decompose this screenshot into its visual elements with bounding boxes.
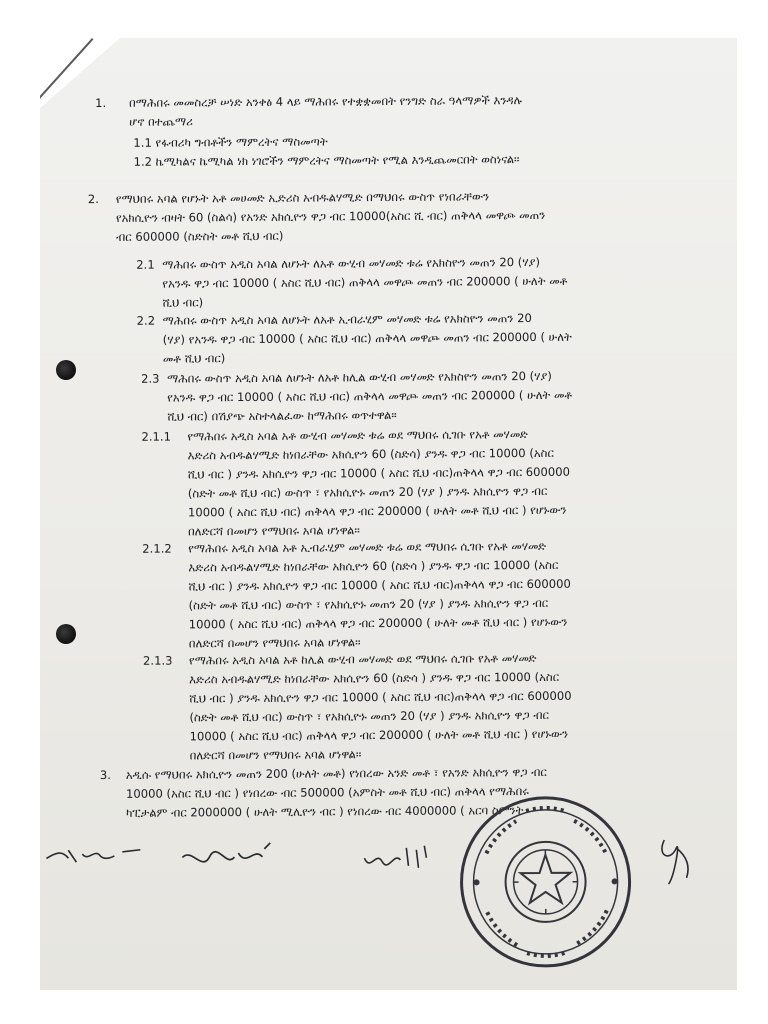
text-line: መቶ ሺህ ብር)	[162, 351, 226, 366]
text-line: ሺህ ብር ) ያንዱ አክሲዮን ዋጋ ብር 10000 ( አስር ሺህ ብር)ጠቅላላ ዋጋ ብር 600000	[188, 576, 571, 594]
text-line: በለድርሻ በመሆን የማህበሩ አባል ሆነዋል፡፡	[188, 523, 360, 539]
text-line: የማህበሩ አባል የሆኑት አቶ መሀመድ ኢድሪስ አብዱልሃሚድ በማህበሩ ውስጥ የነበራቸውን	[115, 189, 490, 206]
item-number: 1.	[95, 95, 107, 111]
sub-item-text	[162, 252, 702, 313]
text-line: የአንዱ ዋጋ ብር 10000 ( አስር ሺህ ብር) ጠቅላላ መዋጮ መጠን ብር 200000 ( ሁለት መቶ	[167, 387, 573, 405]
text-line: 10000 ( አስር ሺህ ብር) ጠቅላላ ዋጋ ብር 200000 ( ሁለት መቶ ሺህ ብር ) የሆኑውን	[189, 726, 569, 744]
text-line: ሺህ ብር) በሽያጭ አስተላልፈው ከማሕበሩ ወጥተዋል፡፡	[167, 407, 397, 424]
sub-item-number: 2.3	[141, 371, 160, 386]
text-line: ማሕበሩ ውስጥ አዲስ አባል ለሆኑት ለአቶ ከሊል ውሂብ መሃመድ የአክስዮን መጠን 20 (ሃያ)	[167, 368, 552, 386]
text-line: በለድርሻ በመሆን የማህበሩ አባል ሆነዋል፡፡	[188, 635, 361, 651]
text-line: 10000 ( አስር ሺህ ብር) ጠቅላላ ዋጋ ብር 200000 ( ሁለት መቶ ሺህ ብር ) የሆኑውን	[188, 614, 568, 632]
sub-item-number: 2.1	[136, 257, 155, 272]
signature-3	[646, 826, 706, 896]
text-line: ማሕበሩ ውስጥ አዲስ አባል ለሆኑት ለአቶ ውሂብ መሃመድ ቱሬ የአክስዮን መጠን 20 (ሃያ)	[162, 254, 541, 272]
text-line: የማሕበሩ አዲስ አባል አቶ ውሂብ መሃመድ ቱሬ ወደ ማህበሩ ሲገቡ የአቶ መሃመድ	[187, 427, 528, 444]
text-line: ሆኖ በተጨማሪ	[129, 114, 193, 129]
text-line: 10000 (አስር ሺህ ብር ) የነበረው ብር 500000 (አምስት መቶ ሺህ ብር) ጠቅላላ የማሕበሩ	[125, 784, 529, 801]
item-number: 2.	[87, 192, 99, 207]
official-stamp	[456, 792, 635, 971]
sub-item-text	[188, 536, 709, 654]
text-line: (ስድት መቶ ሺህ ብር) ውስጥ ፣ የአክሲዮኑ መጠን 20 (ሃያ ) ያንዱ አክሲዮን ዋጋ ብር	[189, 707, 550, 725]
text-line: አዲሱ የማህበሩ አክሲዮን መጠን 200 (ሁለት መቶ) የነበረው አንድ መቶ ፣ የአንድ አክሲዮን ዋጋ ብር	[125, 764, 547, 782]
text-line: (ስድት መቶ ሺህ ብር) ውስጥ ፣ የአክሲዮኑ መጠን 20 (ሃያ ) ያንዱ አክሲዮን ዋጋ ብር	[188, 595, 549, 613]
text-line: እድሪስ አብዱልሃሚድ ከነበራቸው አክሲዮን 60 (ስድሳ ) ያንዱ ዋጋ ብር 10000 (አስር	[189, 669, 560, 687]
item-2	[87, 186, 708, 244]
text-line: የአንዱ ዋጋ ብር 10000 ( አስር ሺህ ብር) ጠቅላላ መዋጮ መጠን ብር 200000 ( ሁለት መቶ	[162, 273, 568, 291]
sub-item-1-2: 1.2 ኬሚካልና ኬሚካል ነክ ነገሮችን ማምረትና ማስመጣት የሚል እንዲጨመርበት ወስነናል፡፡	[133, 152, 520, 169]
text-line: የአክሲዮን ብዛት 60 (ስልሳ) የአንድ አክሲዮን ዋጋ ብር 10000(አስር ሺ ብር) ጠቅላላ መዋጮ መጠን	[115, 207, 546, 225]
text-line: እድሪስ አብዱልሃሚድ ከነበራቸው አክሲዮን 60 (ስድሳ ) ያንዱ ዋጋ ብር 10000 (አስር	[188, 557, 559, 575]
sub-item-text	[163, 308, 703, 369]
sub-item-number: 2.1.1	[141, 429, 172, 444]
sub-list	[133, 130, 693, 172]
text-line: 10000 ( አስር ሺህ ብር) ጠቅላላ ዋጋ ብር 200000 ( ሁለት መቶ ሺህ ብር ) የሆኑውን	[187, 502, 567, 520]
item-number: 3.	[99, 767, 111, 783]
text-line: (ስድት መቶ ሺህ ብር) ውስጥ ፣ የአክሲዮኑ መጠን 20 (ሃያ ) ያንዱ አክሲዮን ዋጋ ብር	[187, 483, 548, 501]
text-line: ሺህ ብር ) ያንዱ አክሲዮን ዋጋ ብር 10000 ( አስር ሺህ ብር)ጠቅላላ ዋጋ ብር 600000	[189, 688, 572, 706]
item-text	[129, 90, 689, 132]
sub-item-number: 2.1.3	[142, 653, 173, 668]
item-1	[95, 90, 695, 169]
item-text	[116, 186, 696, 247]
sub-item-number: 2.1.2	[142, 541, 172, 556]
text-line: ማሕበሩ ውስጥ አዲስ አባል ለሆኑት ለአቶ ኢብራሂም መሃመድ ቱሬ የአክስዮን መጠን 20	[162, 310, 532, 328]
sub-item-text	[167, 366, 707, 427]
signature-1	[42, 826, 362, 888]
document-page	[40, 38, 737, 990]
sub-item-text	[187, 424, 708, 542]
text-line: (ሃያ) የአንዱ ዋጋ ብር 10000 ( አስር ሺህ ብር) ጠቅላላ መዋጮ መጠን ብር 200000 ( ሁለት	[162, 329, 572, 347]
text-line: በለድርሻ በመሆን የማህበሩ አባል ሆነዋል፡፡	[189, 747, 362, 763]
text-line: ካፒታልም ብር 2000000 ( ሁለት ሚሊዮን ብር ) የነበረው ብር 4000000 ( አርባ ስምንት	[126, 803, 524, 820]
text-line: የማሕበሩ አዲስ አባል አቶ ኢብራሂም መሃመድ ቱሬ ወደ ማህበሩ ሲገቡ የአቶ መሃመድ	[188, 538, 547, 556]
sub-item-text	[189, 648, 710, 766]
text-line: ሺህ ብር ) ያንዱ አክሲዮን ዋጋ ብር 10000 ( አስር ሺህ ብር)ጠቅላላ ዋጋ ብር 600000	[187, 464, 571, 482]
text-line: የማሕበሩ አዲስ አባል አቶ ከሊል ውሂብ መሃመድ ወደ ማህበሩ ሲገቡ የአቶ መሃመድ	[188, 650, 537, 668]
text-line: በማሕበሩ መመስረቻ ሠነድ አንቀፅ 4 ላይ ማሕበሩ የተቋቋመበት የንግድ ስራ ዓላማዎች እንዳሉ	[129, 93, 522, 110]
signature-2	[360, 828, 450, 889]
sub-item-2-1	[136, 252, 706, 310]
document-text	[40, 38, 737, 990]
text-line: ብር 600000 (ስድስት መቶ ሺህ ብር)	[116, 228, 284, 244]
text-line: እድሪስ አብዱልሃሚድ ከነበራቸው አክሲዮን 60 (ስድሳ) ያንዱ ዋጋ ብር 10000 (አስር	[187, 445, 554, 463]
sub-item-number: 2.2	[136, 313, 156, 328]
sub-item-1-1: 1.1 የፋብሪካ ግብቶችን ማምረትና ማስመጣት	[133, 134, 328, 150]
text-line: ሺህ ብር)	[162, 295, 204, 310]
